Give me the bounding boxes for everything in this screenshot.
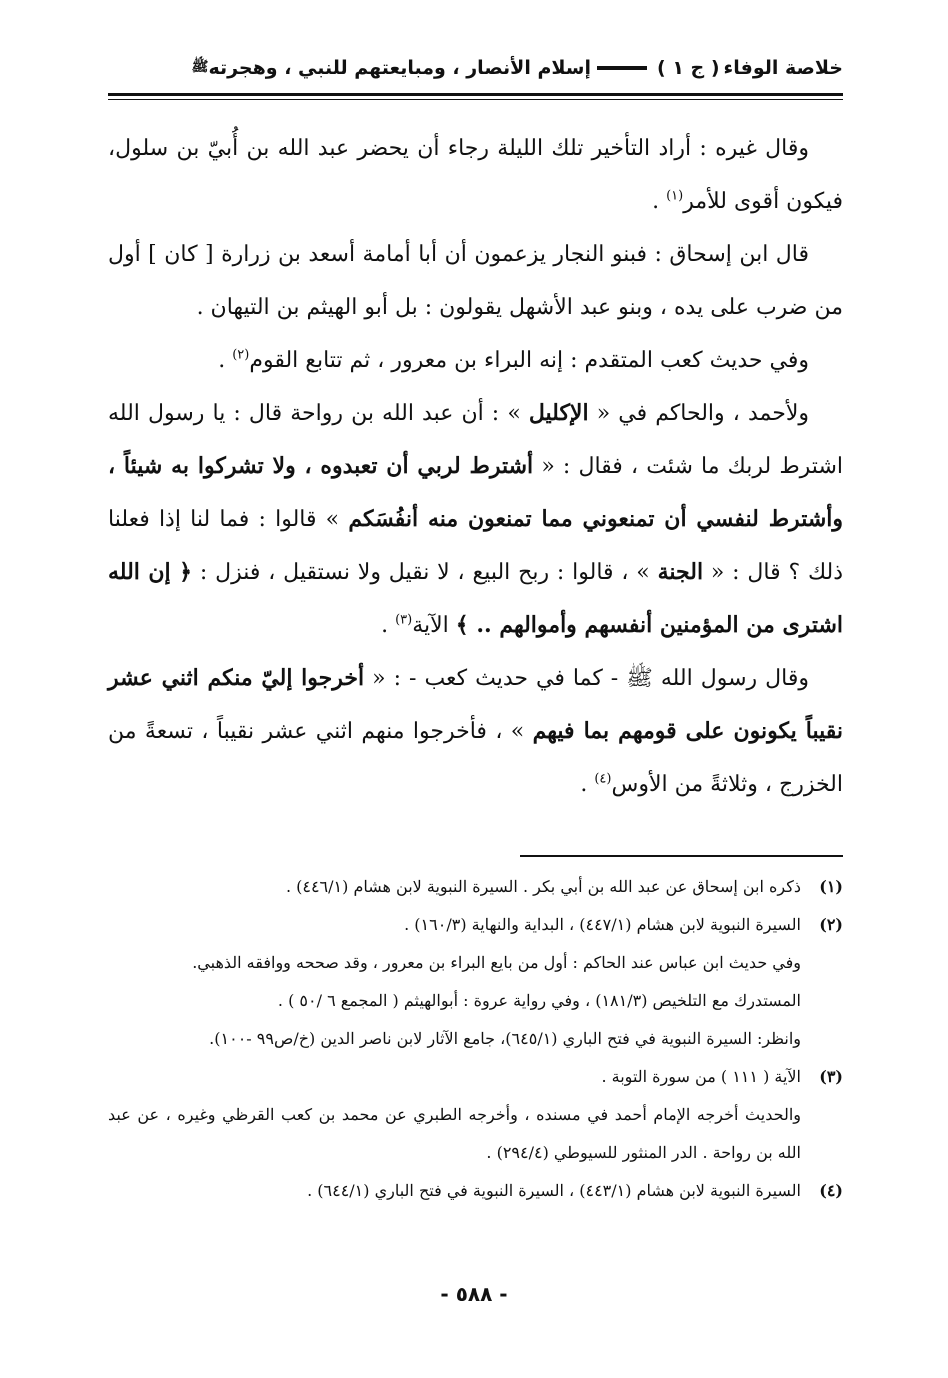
main-text: [108, 122, 843, 811]
footnote-ref-3: (٣): [395, 612, 413, 628]
paragraph-4: [108, 387, 843, 652]
header-dash: [597, 66, 647, 70]
header-chapter-title: إسلام الأنصار ، ومبايعتهم للنبي ، وهجرته: [208, 57, 591, 79]
paragraph-5-text-b: » ، فأخرجوا منهم اثني عشر نقيباً ، تسعةً من الخزرج ، وثلاثةً من الأوس: [108, 719, 843, 797]
paragraph-3-text: وفي حديث كعب المتقدم : إنه البراء بن معرور ، ثم تتابع القوم: [249, 348, 809, 373]
footnote-2: [108, 906, 843, 944]
paragraph-4-text-c: » قالوا : فما لنا إذا فعلنا ذلك ؟ قال : «: [108, 507, 844, 585]
footnote-1-text: ذكره ابن إسحاق عن عبد الله بن أبي بكر . السيرة النبوية لابن هشام (٤٤٦/١) .: [285, 877, 801, 896]
page-number: - ٥٨٨ -: [440, 1282, 508, 1306]
footnote-ref-4: (٤): [594, 771, 612, 787]
hadith-quote-1: أشترط لربي أن تعبدوه ، ولا تشركوا به شيئاً ، وأشترط لنفسي أن تمنعوني مما تمنعون منه أنفُسَكم: [108, 453, 844, 532]
paragraph-1-text: وقال غيره : أراد التأخير تلك الليلة رجاء أن يحضر عبد الله بن أُبيّ بن سلول، فيكون أقوى للأمر: [108, 136, 843, 214]
header-book-title: خلاصة الوفاء: [723, 57, 843, 79]
footnote-2-cont-2: المستدرك مع التلخيص (١٨١/٣) ، وفي رواية عروة : أبوالهيثم ( المجمع ٦ /٥٠ ) .: [277, 991, 801, 1010]
paragraph-5: [108, 652, 843, 811]
footnote-3: [108, 1058, 843, 1096]
hadith-quote-jannah: الجنة: [657, 559, 704, 585]
footnote-2-text: السيرة النبوية لابن هشام (٤٤٧/١) ، البداية والنهاية (١٦٠/٣) .: [404, 915, 801, 934]
footnote-1-number: (١): [819, 877, 843, 896]
paragraph-5-text-a: وقال رسول الله ﷺ - كما في حديث كعب - : «: [364, 666, 809, 691]
quran-verse: ﴿ إن الله اشترى من المؤمنين أنفسهم وأموالهم .. ﴾: [108, 559, 843, 638]
paragraph-2: قال ابن إسحاق : فبنو النجار يزعمون أن أبا أمامة أسعد بن زرارة [ كان ] أول من ضرب على يده ، وبنو عبد الأشهل يقولون : بل أبو الهيثم بن التيهان .: [108, 242, 843, 320]
footnote-2-cont-3: وانظر: السيرة النبوية في فتح الباري (٦٤٥/١)، جامع الآثار لابن ناصر الدين (خ/ص٩٩ -١٠٠).: [209, 1029, 801, 1048]
footnote-separator: [520, 855, 843, 857]
footnote-ref-1: (١): [666, 188, 684, 204]
header-rule-thin: [108, 99, 843, 100]
footnote-3-number: (٣): [819, 1067, 843, 1086]
footnote-4-number: (٤): [819, 1181, 843, 1200]
running-header: [108, 48, 843, 88]
paragraph-4-text-a: ولأحمد ، والحاكم في «: [588, 401, 809, 426]
hadith-quote-2: أخرجوا إليّ منكم اثني عشر نقيباً يكونون على قومهم بما فيهم: [108, 665, 843, 744]
paragraph-1: [108, 122, 843, 228]
header-rule: [108, 93, 843, 96]
footnote-4-text: السيرة النبوية لابن هشام (٤٤٣/١) ، السيرة النبوية في فتح الباري (٦٤٤/١) .: [307, 1181, 801, 1200]
paragraph-3-end: .: [218, 348, 233, 373]
paragraph-1-end: .: [652, 189, 667, 214]
paragraph-4-text-e: الآية: [412, 613, 456, 638]
footnote-3-text: الآية ( ١١١ ) من سورة التوبة .: [601, 1067, 801, 1086]
footnote-2-cont-1: وفي حديث ابن عباس عند الحاكم : أول من بايع البراء بن معرور ، وقد صححه ووافقه الذهبي.: [192, 953, 801, 972]
footnote-4: [108, 1172, 843, 1210]
paragraph-5-end: .: [580, 772, 595, 797]
footnote-1: [108, 868, 843, 906]
footnotes: [108, 868, 843, 1210]
paragraph-4-text-b: » : أن عبد الله بن رواحة قال : يا رسول الله اشترط لربك ما شئت ، فقال : «: [108, 401, 843, 479]
footnote-ref-2: (٢): [232, 347, 250, 363]
footnote-3-cont-1: والحديث أخرجه الإمام أحمد في مسنده ، وأخرجه الطبري عن محمد بن كعب القرظي وغيره ، عن عبد الله بن رواحة . الدر المنثور للسيوطي (٢٩٤/٤) .: [108, 1105, 801, 1162]
paragraph-4-end: .: [381, 613, 396, 638]
paragraph-4-text-d: » ، قالوا : ربح البيع ، لا نقيل ولا نستقيل ، فنزل :: [192, 560, 658, 585]
book-name-iklil: الإكليل: [528, 400, 589, 426]
paragraph-3: [108, 334, 843, 387]
footnote-2-number: (٢): [819, 915, 843, 934]
header-volume: ( ج ١ ): [657, 57, 720, 79]
header-honorific: ﷺ: [191, 59, 209, 75]
